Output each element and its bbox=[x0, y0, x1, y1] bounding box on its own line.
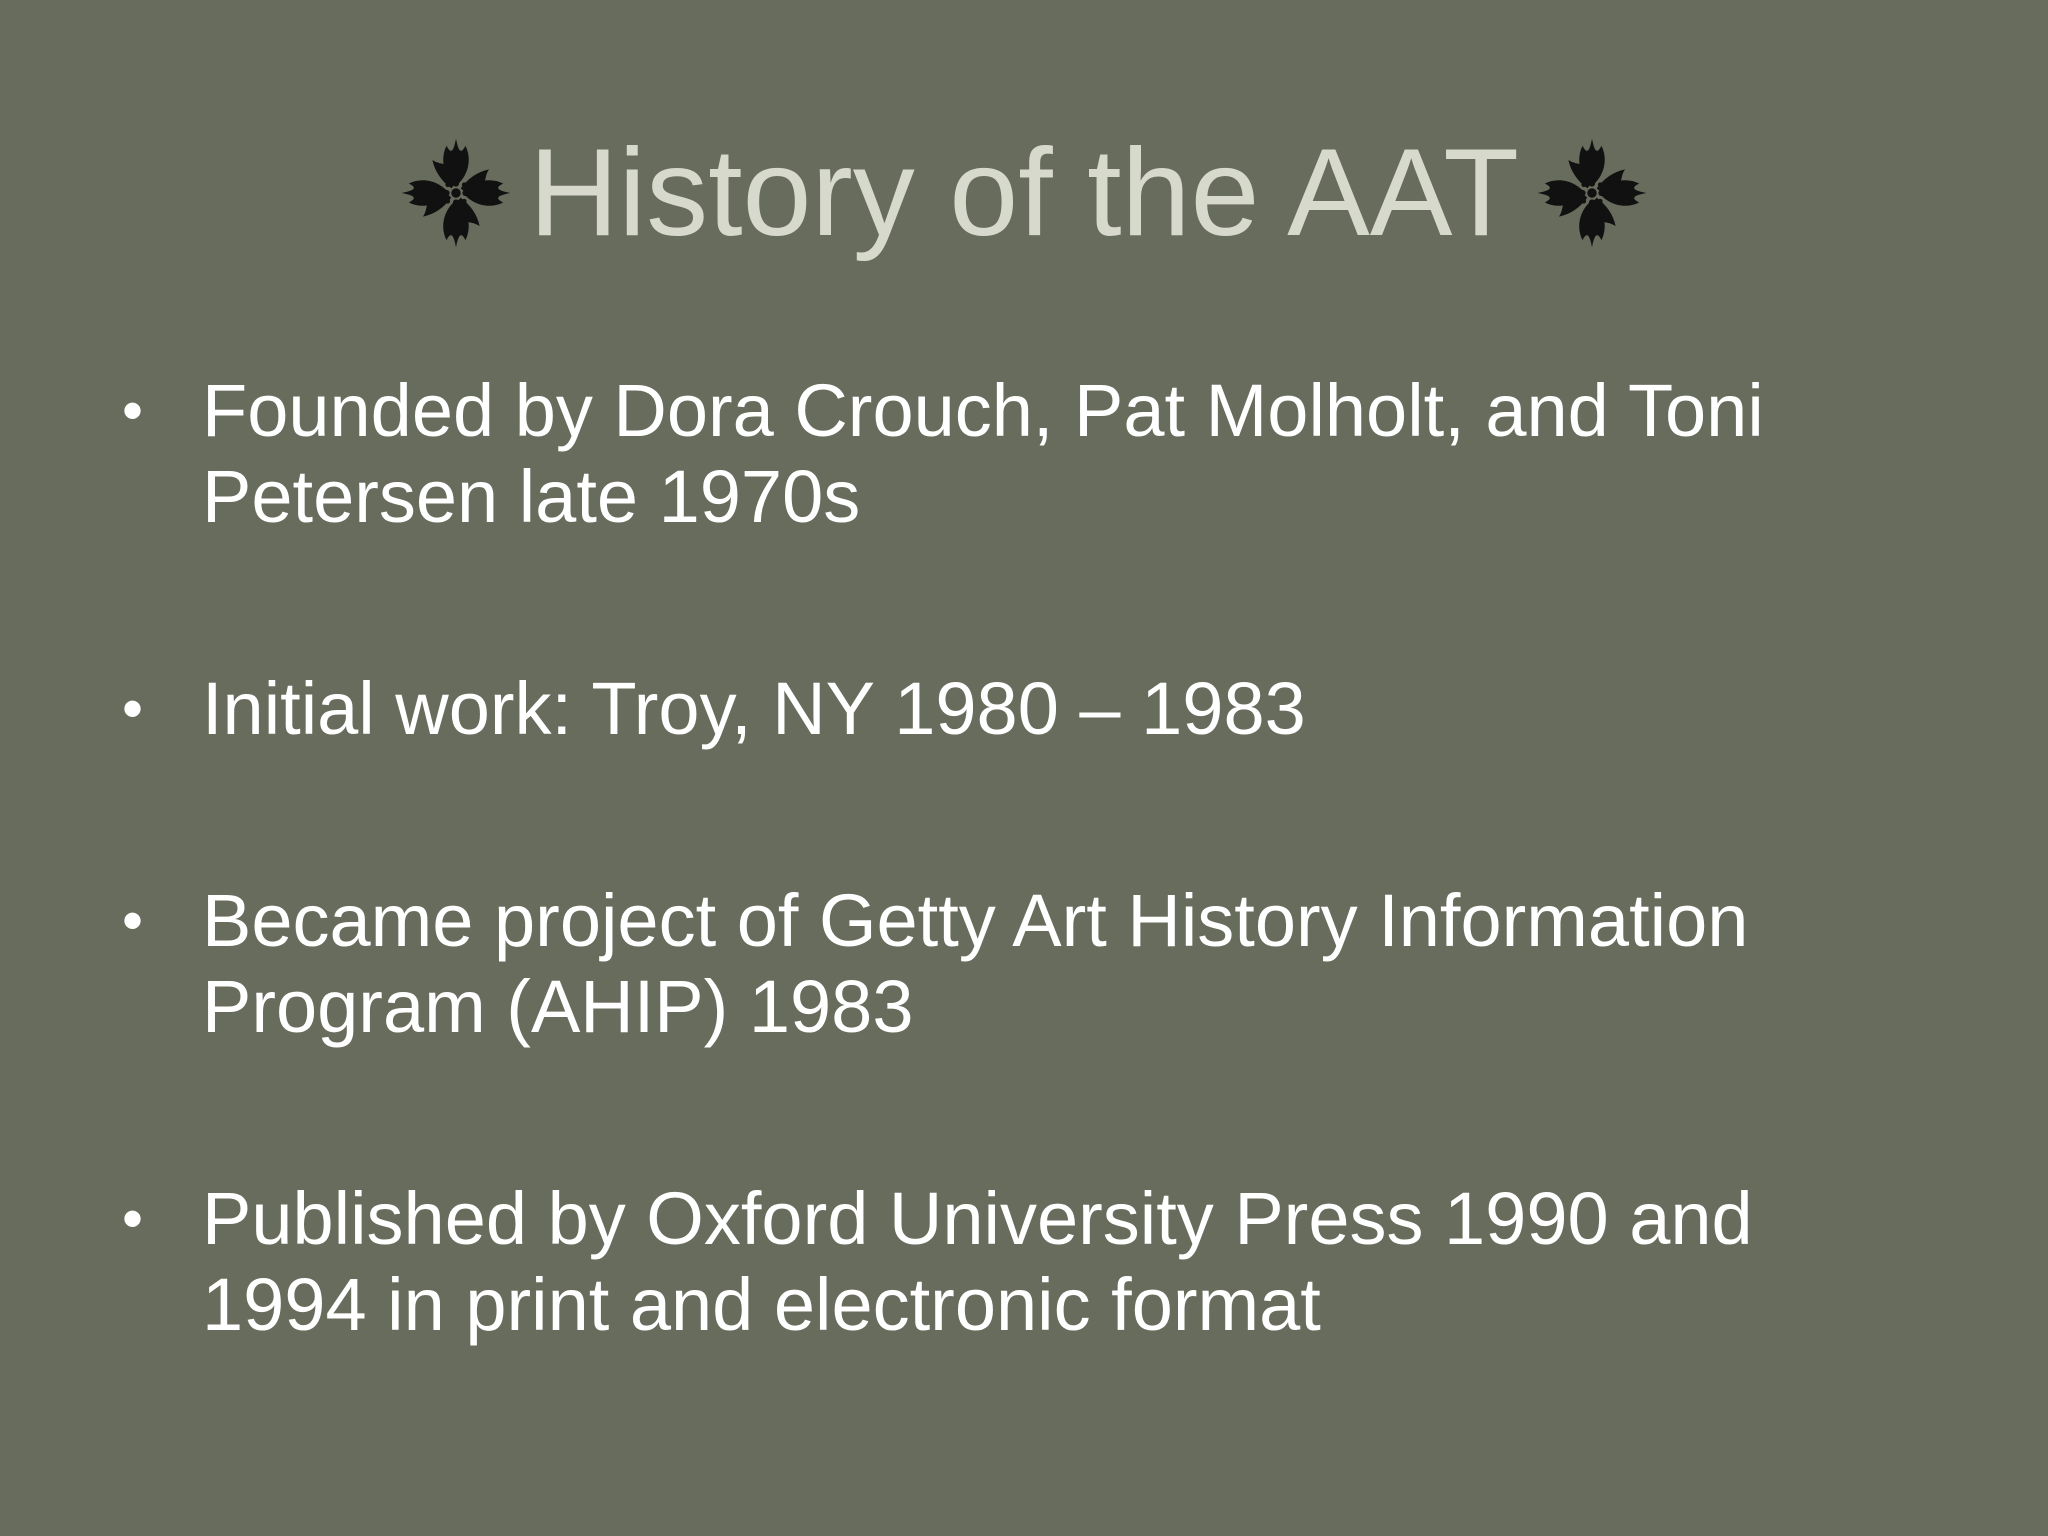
bullet-text-line-1: Founded by Dora Crouch, Pat Molholt, and Toni bbox=[202, 369, 1764, 452]
bullet-text-line-2: Program (AHIP) 1983 bbox=[202, 965, 914, 1048]
bullet-marker: • bbox=[122, 1185, 144, 1252]
flower-ornament-icon bbox=[397, 134, 515, 252]
bullet-text-line-2: 1994 in print and electronic format bbox=[202, 1263, 1321, 1346]
bullet-marker: • bbox=[122, 675, 144, 742]
slide-title: History of the AAT bbox=[528, 124, 1520, 262]
flower-ornament-icon bbox=[1533, 134, 1651, 252]
bullet-item-getty-project bbox=[122, 878, 1962, 1050]
bullet-text-line-1: Published by Oxford University Press 1990 and bbox=[202, 1177, 1753, 1260]
bullet-list bbox=[122, 368, 1962, 1348]
bullet-item-initial-work bbox=[122, 666, 1962, 752]
bullet-item-founded bbox=[122, 368, 1962, 540]
bullet-marker: • bbox=[122, 887, 144, 954]
title-row bbox=[0, 124, 2048, 262]
bullet-text-line-1: Became project of Getty Art History Information bbox=[202, 879, 1749, 962]
bullet-item-published bbox=[122, 1176, 1962, 1348]
bullet-marker: • bbox=[122, 377, 144, 444]
bullet-text-line-2: Petersen late 1970s bbox=[202, 455, 861, 538]
bullet-text-line-1: Initial work: Troy, NY 1980 – 1983 bbox=[202, 667, 1306, 750]
